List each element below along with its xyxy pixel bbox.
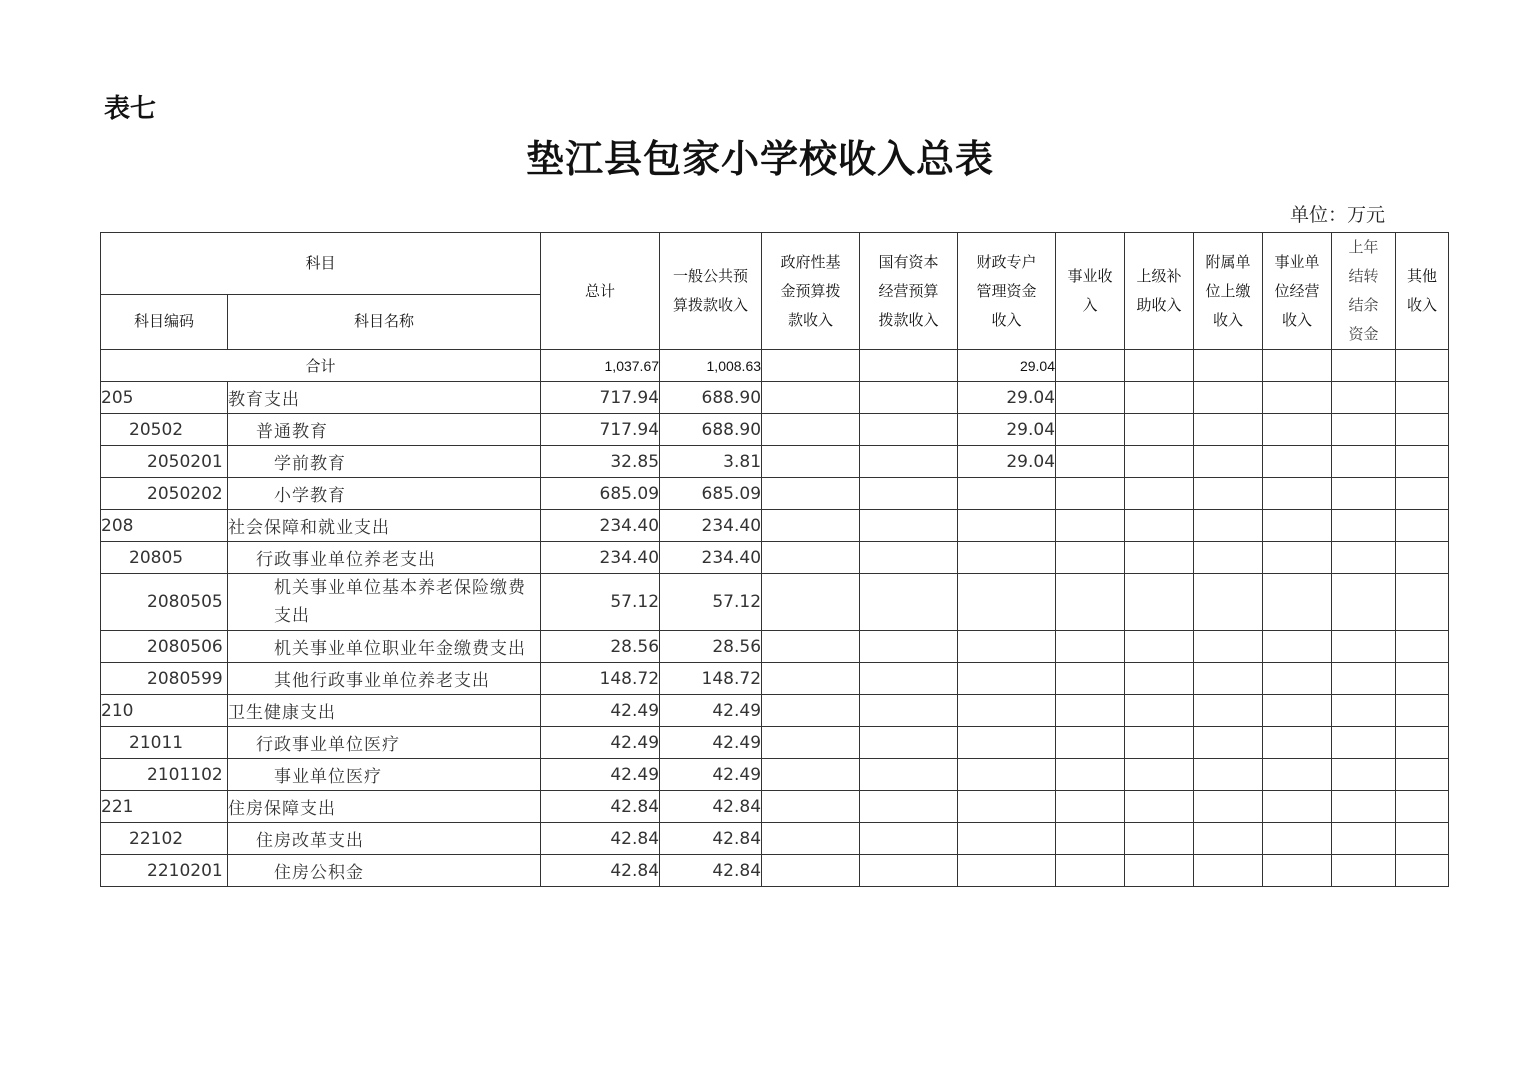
empty-cell [1056, 823, 1125, 855]
empty-cell [1125, 574, 1194, 631]
total-cell: 57.12 [541, 574, 660, 631]
general-budget-cell: 148.72 [660, 663, 762, 695]
subject-code-cell: 2050201 [101, 446, 228, 478]
general-budget-cell: 42.49 [660, 695, 762, 727]
empty-cell [1194, 759, 1263, 791]
header-gov-fund: 政府性基 金预算拨 款收入 [762, 233, 860, 350]
fiscal-special-cell [958, 695, 1056, 727]
empty-cell [762, 446, 860, 478]
empty-cell [1396, 695, 1449, 727]
general-budget-cell: 42.49 [660, 759, 762, 791]
subject-code-cell: 2080599 [101, 663, 228, 695]
empty-cell [1396, 510, 1449, 542]
subject-name-cell: 学前教育 [228, 446, 541, 478]
empty-cell [1194, 446, 1263, 478]
general-budget-cell: 3.81 [660, 446, 762, 478]
fiscal-special-cell [958, 855, 1056, 887]
empty-cell [860, 574, 958, 631]
total-label: 合计 [101, 350, 541, 382]
empty-cell [1396, 663, 1449, 695]
total-cell: 32.85 [541, 446, 660, 478]
subject-name-cell: 普通教育 [228, 414, 541, 446]
header-fiscal-special: 财政专户 管理资金 收入 [958, 233, 1056, 350]
empty-cell [1396, 350, 1449, 382]
empty-cell [1332, 542, 1396, 574]
table-row [101, 791, 1449, 823]
empty-cell [1125, 350, 1194, 382]
total-cell: 234.40 [541, 510, 660, 542]
empty-cell [1332, 478, 1396, 510]
empty-cell [1194, 414, 1263, 446]
empty-cell [1263, 695, 1332, 727]
subject-code-cell: 2080506 [101, 631, 228, 663]
subject-name-cell: 教育支出 [228, 382, 541, 414]
total-cell: 42.84 [541, 823, 660, 855]
subject-code-cell: 21011 [101, 727, 228, 759]
empty-cell [1125, 727, 1194, 759]
empty-cell [1125, 478, 1194, 510]
subject-code-cell: 20805 [101, 542, 228, 574]
fiscal-special-cell [958, 663, 1056, 695]
total-cell: 42.49 [541, 759, 660, 791]
empty-cell [1332, 759, 1396, 791]
empty-cell [1125, 631, 1194, 663]
general-budget-cell: 688.90 [660, 382, 762, 414]
header-business-income: 事业收 入 [1056, 233, 1125, 350]
fiscal-special-cell [958, 510, 1056, 542]
empty-cell [762, 823, 860, 855]
empty-cell [1332, 663, 1396, 695]
empty-cell [1194, 727, 1263, 759]
empty-cell [860, 855, 958, 887]
table-row [101, 510, 1449, 542]
empty-cell [1194, 631, 1263, 663]
empty-cell [860, 791, 958, 823]
total-cell: 685.09 [541, 478, 660, 510]
table-row [101, 759, 1449, 791]
subject-name-cell: 卫生健康支出 [228, 695, 541, 727]
empty-cell [1125, 823, 1194, 855]
empty-cell [1396, 759, 1449, 791]
table-row [101, 695, 1449, 727]
header-state-capital: 国有资本 经营预算 拨款收入 [860, 233, 958, 350]
empty-cell [1332, 382, 1396, 414]
empty-cell [762, 350, 860, 382]
empty-cell [1396, 727, 1449, 759]
subject-name-cell: 机关事业单位基本养老保险缴费支出 [228, 574, 541, 631]
empty-cell [1263, 823, 1332, 855]
empty-cell [1332, 823, 1396, 855]
empty-cell [1056, 727, 1125, 759]
total-fiscal-special: 29.04 [958, 350, 1056, 382]
empty-cell [1056, 478, 1125, 510]
fiscal-special-cell [958, 478, 1056, 510]
table-row [101, 382, 1449, 414]
subject-name-cell: 住房公积金 [228, 855, 541, 887]
fiscal-special-cell: 29.04 [958, 382, 1056, 414]
general-budget-cell: 688.90 [660, 414, 762, 446]
general-budget-cell: 42.84 [660, 791, 762, 823]
table-row [101, 855, 1449, 887]
income-summary-table [100, 232, 1449, 887]
empty-cell [860, 663, 958, 695]
total-cell: 717.94 [541, 414, 660, 446]
subject-code-cell: 221 [101, 791, 228, 823]
empty-cell [1125, 695, 1194, 727]
subject-code-cell: 2080505 [101, 574, 228, 631]
empty-cell [860, 478, 958, 510]
empty-cell [1194, 350, 1263, 382]
subject-code-cell: 20502 [101, 414, 228, 446]
empty-cell [1056, 631, 1125, 663]
header-other-income: 其他 收入 [1396, 233, 1449, 350]
empty-cell [762, 631, 860, 663]
header-subject-name: 科目名称 [228, 294, 541, 349]
fiscal-special-cell [958, 727, 1056, 759]
empty-cell [1263, 446, 1332, 478]
empty-cell [1194, 574, 1263, 631]
empty-cell [1194, 542, 1263, 574]
empty-cell [1263, 663, 1332, 695]
total-amount: 1,037.67 [541, 350, 660, 382]
empty-cell [762, 791, 860, 823]
empty-cell [1332, 510, 1396, 542]
fiscal-special-cell [958, 631, 1056, 663]
empty-cell [762, 574, 860, 631]
empty-cell [762, 414, 860, 446]
table-row [101, 823, 1449, 855]
empty-cell [1194, 855, 1263, 887]
empty-cell [1194, 382, 1263, 414]
empty-cell [1396, 855, 1449, 887]
empty-cell [860, 823, 958, 855]
empty-cell [1396, 823, 1449, 855]
empty-cell [1396, 631, 1449, 663]
empty-cell [1056, 574, 1125, 631]
fiscal-special-cell [958, 823, 1056, 855]
empty-cell [1263, 414, 1332, 446]
subject-code-cell: 205 [101, 382, 228, 414]
empty-cell [1263, 350, 1332, 382]
total-cell: 28.56 [541, 631, 660, 663]
subject-code-cell: 208 [101, 510, 228, 542]
total-cell: 234.40 [541, 542, 660, 574]
subject-name-cell: 社会保障和就业支出 [228, 510, 541, 542]
empty-cell [1263, 631, 1332, 663]
header-total: 总计 [541, 233, 660, 350]
empty-cell [762, 695, 860, 727]
header-carryover: 上年 结转 结余 资金 [1332, 233, 1396, 350]
empty-cell [860, 695, 958, 727]
subject-name-cell: 行政事业单位养老支出 [228, 542, 541, 574]
empty-cell [1332, 350, 1396, 382]
subject-name-cell: 住房保障支出 [228, 791, 541, 823]
empty-cell [1396, 414, 1449, 446]
table-row [101, 478, 1449, 510]
empty-cell [1263, 510, 1332, 542]
total-cell: 148.72 [541, 663, 660, 695]
general-budget-cell: 234.40 [660, 542, 762, 574]
empty-cell [1263, 574, 1332, 631]
empty-cell [1332, 791, 1396, 823]
table-row [101, 663, 1449, 695]
empty-cell [860, 446, 958, 478]
total-cell: 717.94 [541, 382, 660, 414]
subject-name-cell: 行政事业单位医疗 [228, 727, 541, 759]
subject-name-cell: 小学教育 [228, 478, 541, 510]
empty-cell [762, 663, 860, 695]
empty-cell [1332, 414, 1396, 446]
empty-cell [860, 727, 958, 759]
table-row [101, 542, 1449, 574]
empty-cell [860, 350, 958, 382]
empty-cell [1125, 542, 1194, 574]
empty-cell [1263, 382, 1332, 414]
table-number-label: 表七 [104, 94, 157, 124]
unit-label: 单位：万元 [1290, 204, 1386, 226]
total-row [101, 350, 1449, 382]
empty-cell [1194, 791, 1263, 823]
subject-name-cell: 事业单位医疗 [228, 759, 541, 791]
empty-cell [1056, 446, 1125, 478]
empty-cell [860, 631, 958, 663]
fiscal-special-cell [958, 759, 1056, 791]
empty-cell [1194, 823, 1263, 855]
header-general-budget: 一般公共预 算拨款收入 [660, 233, 762, 350]
fiscal-special-cell [958, 542, 1056, 574]
total-cell: 42.49 [541, 727, 660, 759]
empty-cell [1056, 350, 1125, 382]
general-budget-cell: 42.84 [660, 823, 762, 855]
header-superior-subsidy: 上级补 助收入 [1125, 233, 1194, 350]
empty-cell [1332, 631, 1396, 663]
empty-cell [1263, 855, 1332, 887]
empty-cell [860, 759, 958, 791]
empty-cell [1332, 855, 1396, 887]
empty-cell [1125, 414, 1194, 446]
subject-name-cell: 机关事业单位职业年金缴费支出 [228, 631, 541, 663]
subject-code-cell: 2101102 [101, 759, 228, 791]
empty-cell [1056, 542, 1125, 574]
subject-code-cell: 2050202 [101, 478, 228, 510]
empty-cell [1056, 414, 1125, 446]
empty-cell [1396, 542, 1449, 574]
header-subject: 科目 [101, 233, 541, 295]
empty-cell [1194, 695, 1263, 727]
subject-code-cell: 22102 [101, 823, 228, 855]
empty-cell [762, 759, 860, 791]
empty-cell [1056, 663, 1125, 695]
total-cell: 42.84 [541, 791, 660, 823]
empty-cell [762, 855, 860, 887]
table-row [101, 727, 1449, 759]
empty-cell [1056, 695, 1125, 727]
empty-cell [1125, 791, 1194, 823]
fiscal-special-cell [958, 791, 1056, 823]
header-business-operating: 事业单 位经营 收入 [1263, 233, 1332, 350]
empty-cell [1396, 478, 1449, 510]
empty-cell [1396, 382, 1449, 414]
subject-code-cell: 2210201 [101, 855, 228, 887]
table-row [101, 631, 1449, 663]
empty-cell [1396, 574, 1449, 631]
empty-cell [1332, 727, 1396, 759]
empty-cell [1125, 759, 1194, 791]
empty-cell [1263, 542, 1332, 574]
empty-cell [1263, 759, 1332, 791]
empty-cell [860, 382, 958, 414]
empty-cell [1056, 791, 1125, 823]
table-row [101, 414, 1449, 446]
general-budget-cell: 28.56 [660, 631, 762, 663]
empty-cell [762, 727, 860, 759]
general-budget-cell: 42.84 [660, 855, 762, 887]
empty-cell [1056, 510, 1125, 542]
empty-cell [1396, 791, 1449, 823]
fiscal-special-cell [958, 574, 1056, 631]
empty-cell [1332, 695, 1396, 727]
subject-name-cell: 住房改革支出 [228, 823, 541, 855]
header-subject-code: 科目编码 [101, 294, 228, 349]
fiscal-special-cell: 29.04 [958, 414, 1056, 446]
empty-cell [1125, 663, 1194, 695]
total-general-budget: 1,008.63 [660, 350, 762, 382]
subject-code-cell: 210 [101, 695, 228, 727]
table-row [101, 574, 1449, 631]
empty-cell [1125, 855, 1194, 887]
empty-cell [860, 542, 958, 574]
empty-cell [1056, 855, 1125, 887]
empty-cell [1263, 478, 1332, 510]
empty-cell [1263, 791, 1332, 823]
empty-cell [1332, 446, 1396, 478]
general-budget-cell: 234.40 [660, 510, 762, 542]
empty-cell [1125, 510, 1194, 542]
empty-cell [1332, 574, 1396, 631]
empty-cell [1056, 759, 1125, 791]
general-budget-cell: 42.49 [660, 727, 762, 759]
general-budget-cell: 685.09 [660, 478, 762, 510]
empty-cell [860, 414, 958, 446]
empty-cell [1125, 382, 1194, 414]
header-affiliated-income: 附属单 位上缴 收入 [1194, 233, 1263, 350]
empty-cell [860, 510, 958, 542]
empty-cell [762, 510, 860, 542]
empty-cell [1056, 382, 1125, 414]
empty-cell [1194, 663, 1263, 695]
subject-name-cell: 其他行政事业单位养老支出 [228, 663, 541, 695]
empty-cell [1125, 446, 1194, 478]
total-cell: 42.84 [541, 855, 660, 887]
empty-cell [762, 478, 860, 510]
general-budget-cell: 57.12 [660, 574, 762, 631]
empty-cell [1194, 478, 1263, 510]
empty-cell [762, 542, 860, 574]
empty-cell [1194, 510, 1263, 542]
empty-cell [762, 382, 860, 414]
empty-cell [1396, 446, 1449, 478]
fiscal-special-cell: 29.04 [958, 446, 1056, 478]
empty-cell [1263, 727, 1332, 759]
page-title: 垫江县包家小学校收入总表 [525, 136, 994, 181]
table-row [101, 446, 1449, 478]
total-cell: 42.49 [541, 695, 660, 727]
